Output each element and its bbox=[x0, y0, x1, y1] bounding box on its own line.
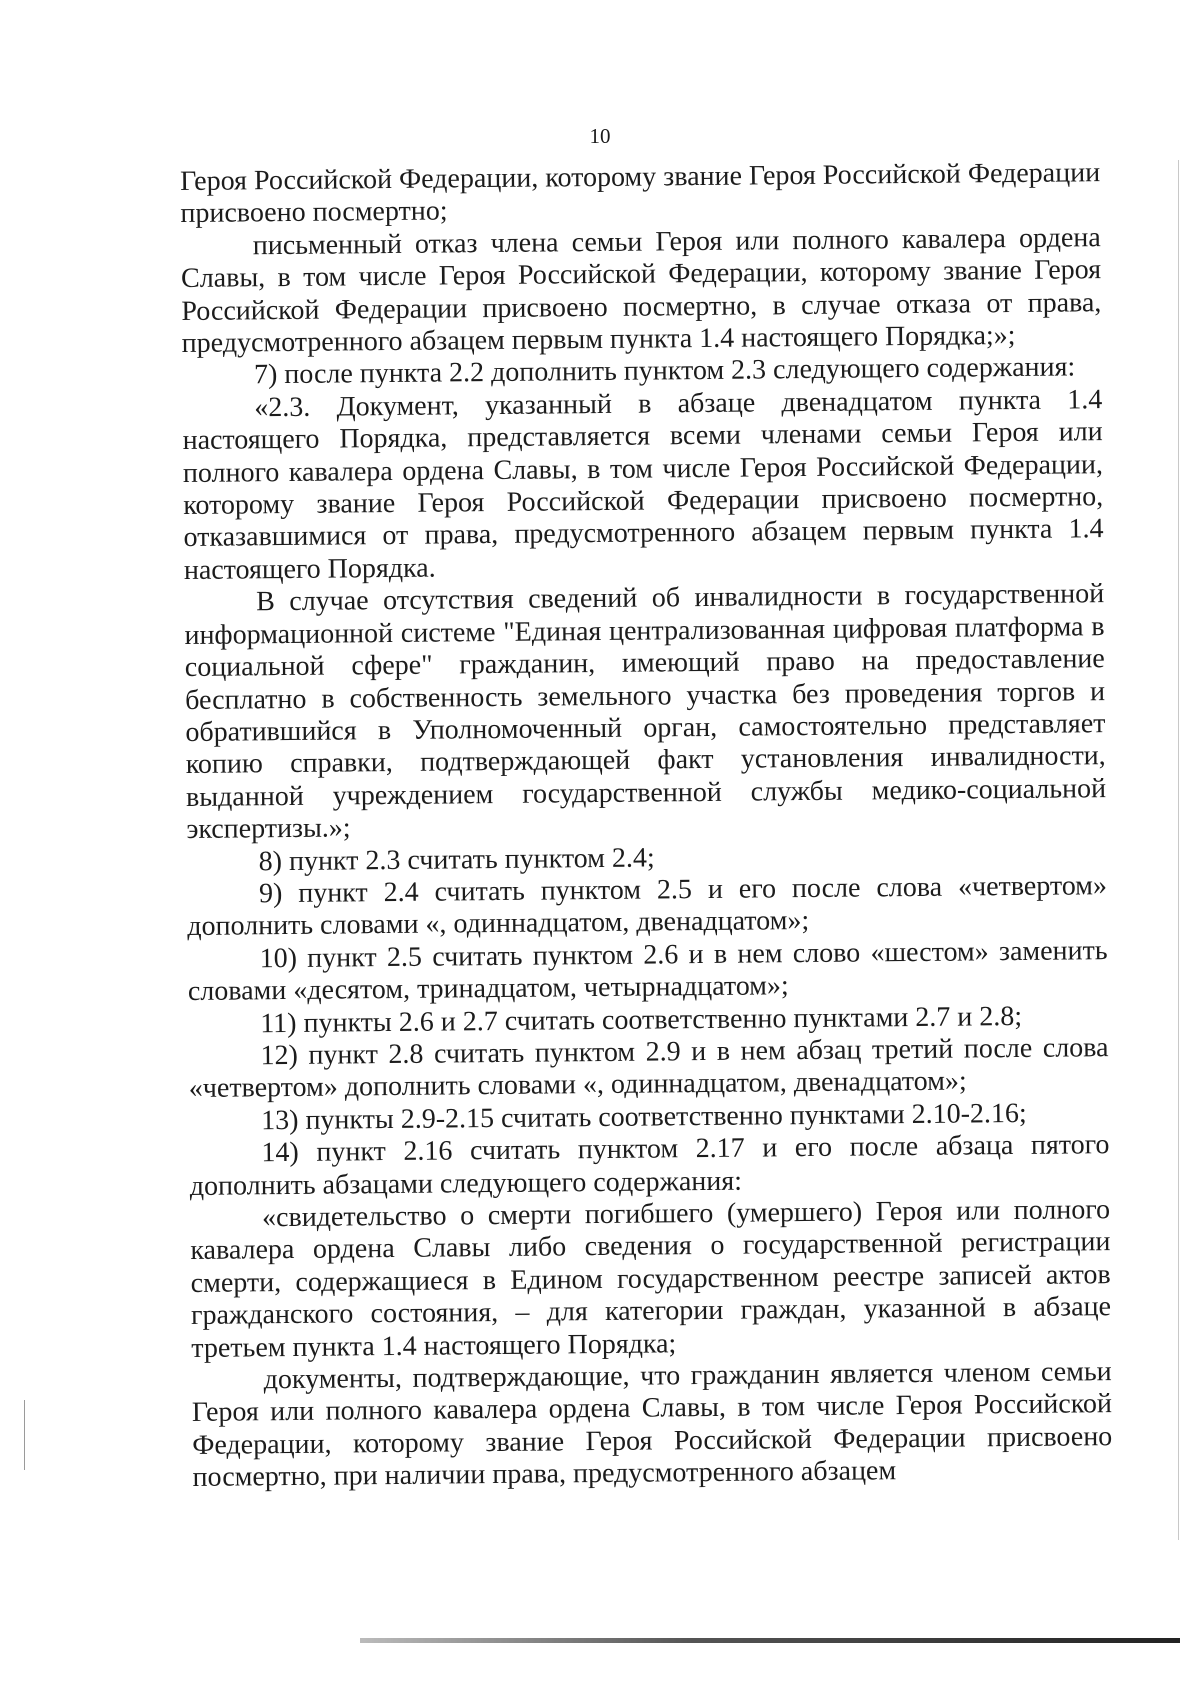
scan-edge-mark bbox=[24, 0, 25, 1697]
page-number: 10 bbox=[589, 124, 611, 148]
paragraph: 9) пункт 2.4 считать пунктом 2.5 и его после слова «четвертом» дополнить словами «, одиннадцатом, двенадцатом»; bbox=[187, 870, 1108, 943]
paragraph: В случае отсутствия сведений об инвалидности в государственной информационной системе "Единая централизованная цифровая платформа в социальной сфере" гражданин, имеющий право на предоставление бесплатно в собственность земельного участка без проведения торгов и обратившийся в Уполномоченный орган, самостоятельно представляет копию справки, подтверждающей факт установления инвалидности, выданной учреждением государственной службы медико-социальной экспертизы.»; bbox=[184, 578, 1107, 846]
paragraph: Героя Российской Федерации, которому звание Героя Российской Федерации присвоено посмертно; bbox=[180, 157, 1101, 230]
paragraph: «свидетельство о смерти погибшего (умершего) Героя или полного кавалера ордена Славы либо сведения о государственной регистрации смерти, содержащиеся в Едином государственном реестре записей актов гражданского состояния, – для категории граждан, указанной в абзаце третьем пункта 1.4 настоящего Порядка; bbox=[190, 1194, 1112, 1364]
paragraph: 14) пункт 2.16 считать пунктом 2.17 и его после абзаца пятого дополнить абзацами следующего содержания: bbox=[189, 1129, 1110, 1202]
paragraph: письменный отказ члена семьи Героя или полного кавалера ордена Славы, в том числе Героя Российской Федерации, которому звание Героя Российской Федерации присвоено посмертно, в случае отказа от права, предусмотренного абзацем первым пункта 1.4 настоящего Порядка;»; bbox=[180, 221, 1102, 360]
document-body bbox=[180, 157, 1113, 1494]
paragraph: 8) пункт 2.3 считать пунктом 2.4; bbox=[258, 842, 655, 877]
scan-bottom-edge bbox=[360, 1638, 1180, 1643]
paragraph: 13) пункты 2.9-2.15 считать соответственно пунктами 2.10-2.16; bbox=[261, 1097, 1027, 1137]
paragraph: 11) пункты 2.6 и 2.7 считать соответственно пунктами 2.7 и 2.8; bbox=[260, 1000, 1023, 1039]
paragraph: 12) пункт 2.8 считать пунктом 2.9 и в нем абзац третий после слова «четвертом» дополнить словами «, одиннадцатом, двенадцатом»; bbox=[188, 1032, 1109, 1105]
paragraph: «2.3. Документ, указанный в абзаце двенадцатом пункта 1.4 настоящего Порядка, представляется всеми членами семьи Героя или полного кавалера ордена Славы, в том числе Героя Российской Федерации, которому звание Героя Российской Федерации присвоено посмертно, отказавшимися от права, предусмотренного абзацем первым пункта 1.4 настоящего Порядка. bbox=[182, 384, 1104, 586]
paragraph: 7) после пункта 2.2 дополнить пунктом 2.3 следующего содержания: bbox=[253, 351, 1076, 391]
scan-edge-line bbox=[1178, 160, 1179, 1540]
paragraph: 10) пункт 2.5 считать пунктом 2.6 и в нем слово «шестом» заменить словами «десятом, тринадцатом, четырнадцатом»; bbox=[187, 934, 1108, 1008]
paragraph: документы, подтверждающие, что гражданин является членом семьи Героя или полного кавалера ордена Славы, в том числе Героя Российской Федерации, которому звание Героя Российской Федерации присвоено посмертно, при наличии права, предусмотренного абзацем bbox=[191, 1356, 1113, 1494]
